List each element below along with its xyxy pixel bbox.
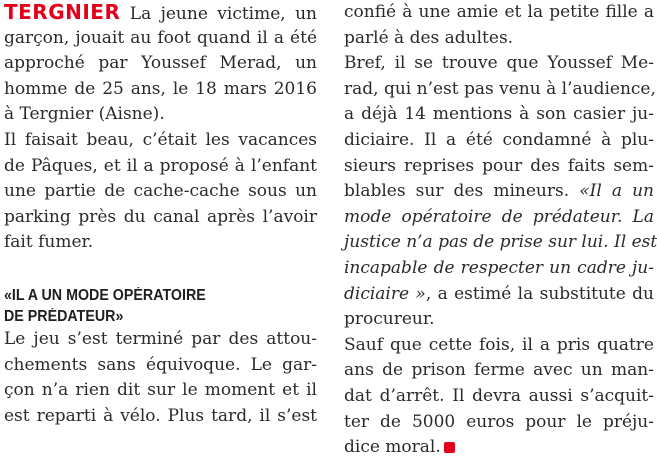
- body-line: Bref, il se trouve que Youssef Me-: [344, 53, 654, 74]
- quote-line: mode opératoire de prédateur. La: [344, 206, 654, 227]
- body-line: sieurs reprises pour des faits sem-: [344, 155, 654, 176]
- body-line: à Tergnier (Aisne).: [4, 104, 165, 125]
- body-line: a déjà 14 mentions à son casier ju-: [344, 104, 654, 125]
- body-line: ans de prison ferme avec un man-: [344, 360, 654, 381]
- body-line: confié à une amie et la petite fille a: [344, 2, 654, 22]
- body-line: une partie de cache-cache sous un: [4, 181, 317, 202]
- body-text: dice moral.: [344, 437, 441, 458]
- body-line: parlé à des adultes.: [344, 27, 514, 48]
- body-line: fait fumer.: [4, 232, 94, 253]
- body-line: garçon, jouait au foot quand il a été: [4, 27, 317, 48]
- body-line: procureur.: [344, 309, 435, 330]
- paragraph-gap: [4, 256, 317, 285]
- body-line: rad, qui n’est pas venu à l’audience,: [344, 78, 656, 99]
- quote-line: incapable de respecter un cadre ju-: [344, 257, 654, 278]
- body-line: [344, 435, 654, 461]
- body-line: Sauf que cette fois, il a pris quatre: [344, 334, 654, 355]
- lead-line: [4, 0, 317, 26]
- body-line: parking près du canal après l’avoir: [4, 206, 317, 227]
- body-line: [344, 282, 654, 308]
- subhead-line: DE PRÉDATEUR»: [4, 307, 124, 325]
- body-line: dat d’arrêt. Il devra aussi s’acquit-: [344, 385, 654, 406]
- body-line: [344, 179, 654, 205]
- body-text: blables sur des mineurs.: [344, 181, 570, 202]
- lead-text: La jeune victime, un: [129, 4, 317, 24]
- subhead-line: «IL A UN MODE OPÉRATOIRE: [4, 286, 206, 304]
- body-line: approché par Youssef Merad, un: [4, 53, 317, 74]
- body-line: est reparti à vélo. Plus tard, il s’est: [4, 405, 317, 426]
- body-line: diciaire. Il a été condamné à plu-: [344, 129, 654, 150]
- body-line: chements sans équivoque. Le gar-: [4, 354, 317, 375]
- quote-text: diciaire »: [344, 283, 426, 304]
- quote-line: justice n’a pas de prise sur lui. Il est: [344, 232, 657, 253]
- body-line: ter de 5000 euros pour le préju-: [344, 411, 654, 432]
- left-column: [4, 0, 317, 429]
- body-line: Il faisait beau, c’était les vacances: [4, 129, 317, 150]
- body-line: homme de 25 ans, le 18 mars 2016: [4, 78, 317, 99]
- body-line: Le jeu s’est terminé par des attou-: [4, 328, 317, 349]
- dateline: TERGNIER: [4, 0, 121, 24]
- body-line: çon n’a rien dit sur le moment et il: [4, 380, 317, 401]
- right-column: [344, 0, 657, 461]
- body-line: de Pâques, et il a proposé à l’enfant: [4, 155, 317, 176]
- body-text: , a estimé la substitute du: [425, 283, 655, 304]
- quote-text: «Il a un: [579, 181, 654, 202]
- end-mark-icon: [444, 442, 455, 453]
